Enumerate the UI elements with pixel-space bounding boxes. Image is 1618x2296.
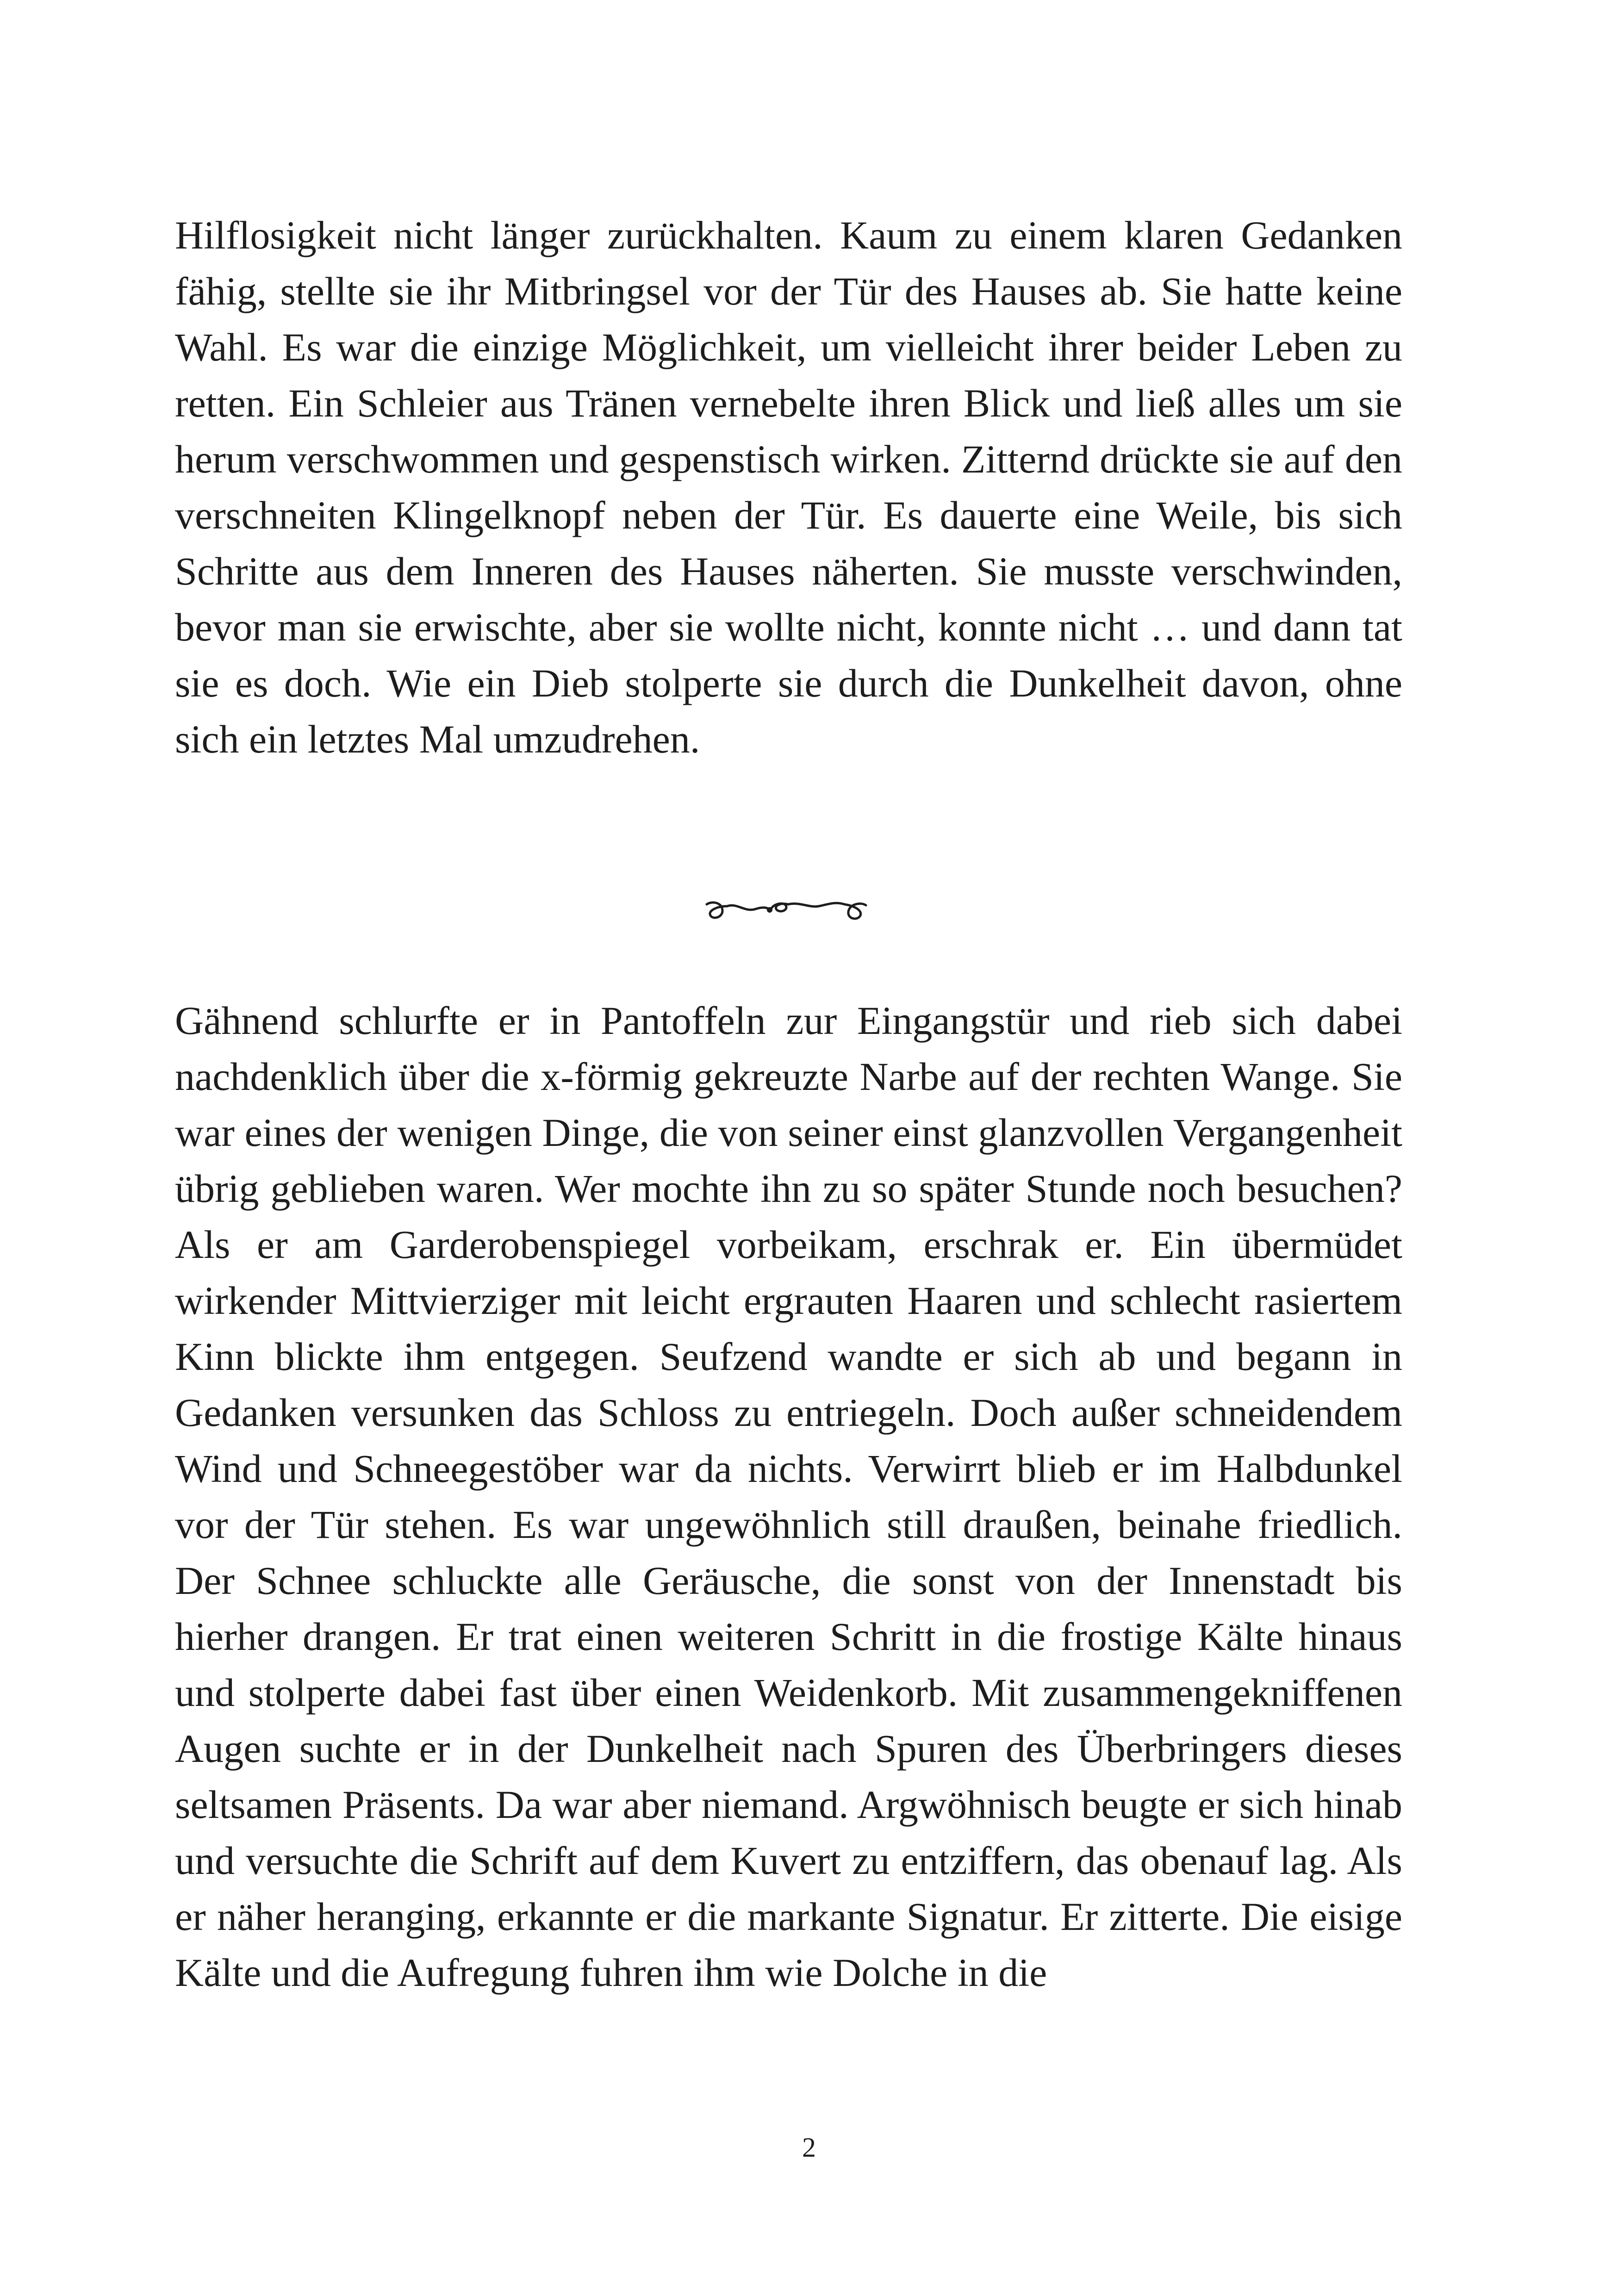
page-number: 2 — [802, 2132, 816, 2163]
paragraph-2: Gähnend schlurfte er in Pantoffeln zur Eingangstür und rieb sich dabei nachdenklich über die x-förmig gekreuzte Narbe auf der rechten Wange. Sie war eines der wenigen Dinge, die von seiner einst glanzvollen Vergangenheit übrig geblieben waren. Wer mochte ihn zu so später Stunde noch besuchen? Als er am Garderobenspiegel vorbeikam, erschrak er. Ein übermüdet wirkender Mittvierziger mit leicht ergrauten Haaren und schlecht rasiertem Kinn blickte ihm entgegen. Seufzend wandte er sich ab und begann in Gedanken versunken das Schloss zu entriegeln. Doch außer schneidendem Wind und Schneegestöber war da nichts. Verwirrt blieb er im Halbdunkel vor der Tür stehen. Es war ungewöhnlich still draußen, beinahe friedlich. Der Schnee schluckte alle Geräusche, die sonst von der Innenstadt bis hierher drangen. Er trat einen weiteren Schritt in die frostige Kälte hinaus und stolperte dabei fast über einen Weidenkorb. Mit zusammengekniffenen Augen suchte er in der Dunkelheit nach Spuren des Überbringers dieses seltsamen Präsents. Da war aber niemand. Argwöhnisch beugte er sich hinab und versuchte die Schrift auf dem Kuvert zu entziffern, das obenauf lag. Als er näher heranging, erkannte er die markante Signatur. Er zitterte. Die eisige Kälte und die Aufregung fuhren ihm wie Dolche in die — [175, 998, 1402, 1995]
paragraph-1: Hilflosigkeit nicht länger zurückhalten. Kaum zu einem klaren Gedanken fähig, stellte sie ihr Mitbringsel vor der Tür des Hauses ab. Sie hatte keine Wahl. Es war die einzige Möglichkeit, um vielleicht ihrer beider Leben zu retten. Ein Schleier aus Tränen vernebelte ihren Blick und ließ alles um sie herum verschwommen und gespenstisch wirken. Zitternd drückte sie auf den verschneiten Klingelknopf neben der Tür. Es dauerte eine Weile, bis sich Schritte aus dem Inneren des Hauses näherten. Sie musste verschwinden, bevor man sie erwischte, aber sie wollte nicht, konnte nicht … und dann tat sie es doch. Wie ein Dieb stolperte sie durch die Dunkelheit davon, ohne sich ein letztes Mal umzudrehen. — [175, 213, 1402, 761]
scene-break-swirl-icon — [700, 889, 871, 923]
